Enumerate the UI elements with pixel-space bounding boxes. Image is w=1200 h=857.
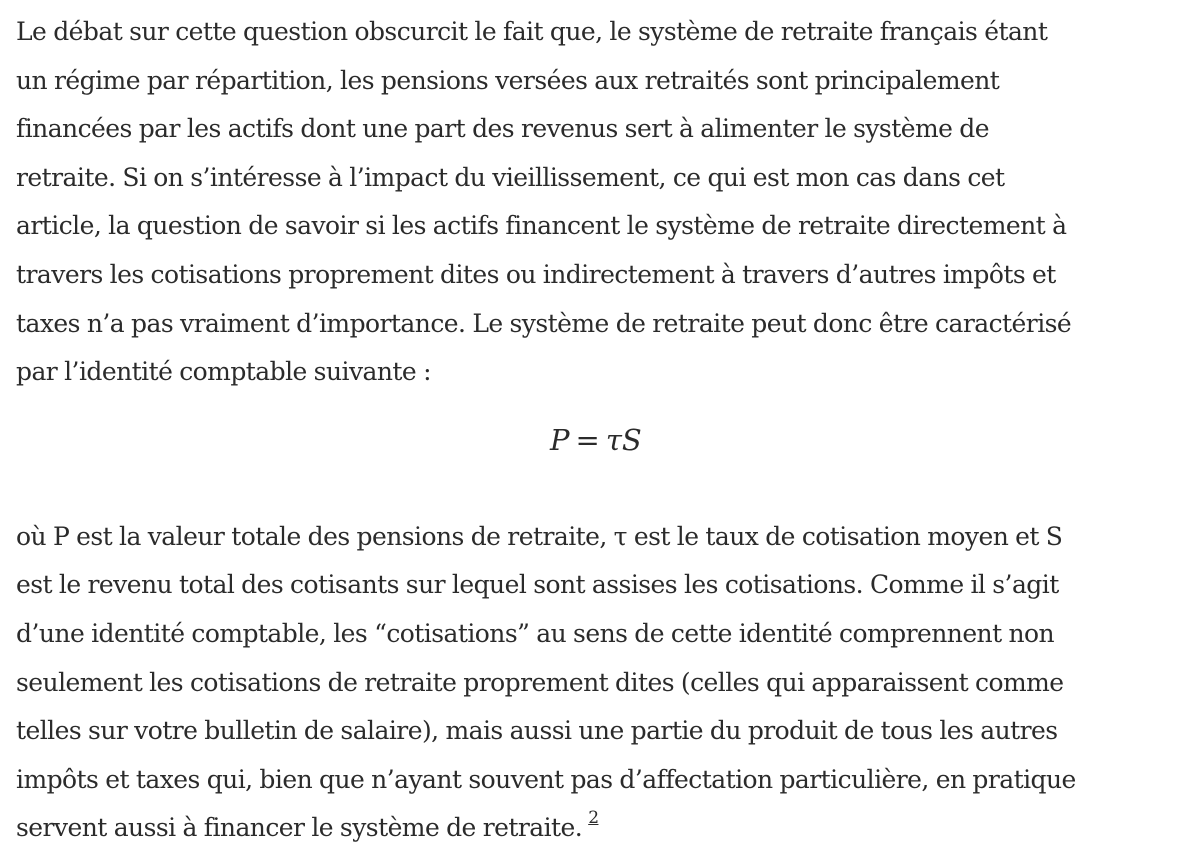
text-line-last [16,804,1188,853]
equation-lhs: P [550,422,570,457]
text-line: par l’identité comptable suivante : [16,357,431,387]
text-line: un régime par répartition, les pensions versées aux retraités sont principalement [16,65,1000,95]
paragraph-explanation [16,513,1188,853]
equation-rhs-variable: S [621,422,642,457]
equation-operator: = [575,422,600,457]
text-line-content: servent aussi à financer le système de retraite. [16,813,583,843]
text-line: financées par les actifs dont une part des revenus sert à alimenter le système de [16,114,989,144]
text-line: impôts et taxes qui, bien que n’ayant souvent pas d’affectation particulière, en pratique [16,764,1076,794]
equation-content [550,423,642,457]
text-line: telles sur votre bulletin de salaire), mais aussi une partie du produit de tous les autres [16,716,1058,746]
text-line: seulement les cotisations de retraite proprement dites (celles qui apparaissent comme [16,667,1064,697]
paragraph-intro [16,8,1188,397]
text-line: d’une identité comptable, les “cotisations” au sens de cette identité comprennent non [16,618,1055,648]
text-line: taxes n’a pas vraiment d’importance. Le système de retraite peut donc être caractérisé [16,308,1072,338]
equation-rhs-coefficient: τ [605,422,622,457]
accounting-identity-equation [16,397,1188,513]
footnote-link[interactable]: 2 [588,808,599,829]
text-line: est le revenu total des cotisants sur lequel sont assises les cotisations. Comme il s’agit [16,570,1059,600]
text-line: retraite. Si on s’intéresse à l’impact du vieillissement, ce qui est mon cas dans cet [16,162,1005,192]
article-body [16,8,1188,853]
text-line: article, la question de savoir si les actifs financent le système de retraite directement à [16,211,1067,241]
text-line: travers les cotisations proprement dites ou indirectement à travers d’autres impôts et [16,259,1056,289]
text-line: Le débat sur cette question obscurcit le fait que, le système de retraite français étant [16,17,1048,46]
text-line: où P est la valeur totale des pensions de retraite, τ est le taux de cotisation moyen et S [16,521,1063,551]
